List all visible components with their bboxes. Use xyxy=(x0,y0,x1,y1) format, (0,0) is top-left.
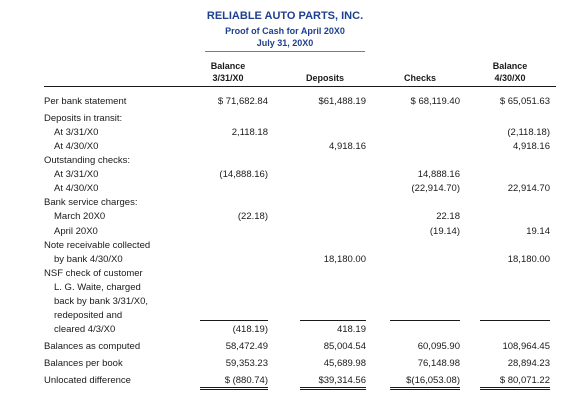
cell-unlocated-deposits: $39,314.56 xyxy=(318,375,366,386)
report-title: Proof of Cash for April 20X0 xyxy=(225,26,345,36)
cell-dit-331-bal1: 2,118.18 xyxy=(231,127,268,138)
cell-per-book-deposits: 45,689.98 xyxy=(323,358,366,369)
row-label-computed: Balances as computed xyxy=(44,341,141,352)
cell-oc-430-bal2: 22,914.70 xyxy=(507,183,550,194)
row-label-unlocated: Unlocated difference xyxy=(44,375,131,386)
cell-bsc-april-checks: (19.14) xyxy=(429,226,460,237)
cell-note-2-deposits: 18,180.00 xyxy=(323,254,366,265)
row-label-note-1: Note receivable collected xyxy=(44,240,151,251)
column-header-rule xyxy=(44,86,556,87)
cell-per-bank-bal1: $ 71,682.84 xyxy=(217,96,268,107)
col-header-deposits: Deposits xyxy=(305,73,344,83)
cell-oc-331-bal1: (14,888.16) xyxy=(219,169,268,180)
row-label-dit-430: At 4/30/X0 xyxy=(54,141,99,152)
cell-bsc-march-checks: 22.18 xyxy=(436,211,460,222)
row-label-bsc-head: Bank service charges: xyxy=(44,197,138,208)
row-label-oc-331: At 3/31/X0 xyxy=(54,169,99,180)
col-header-checks: Checks xyxy=(403,73,437,83)
subtotal-rule-bal1 xyxy=(200,320,268,321)
row-label-nsf-2: L. G. Waite, charged xyxy=(54,282,141,293)
row-label-bsc-april: April 20X0 xyxy=(54,226,98,237)
row-label-bsc-march: March 20X0 xyxy=(54,211,106,222)
cell-bsc-april-bal2: 19.14 xyxy=(526,226,550,237)
report-date: July 31, 20X0 xyxy=(256,38,314,48)
cell-computed-bal1: 58,472.49 xyxy=(225,341,268,352)
row-label-nsf-3: back by bank 3/31/X0, xyxy=(54,296,149,307)
col-header-balance-3-31: Balance 3/31/X0 xyxy=(210,61,246,83)
total-rule-bal2 xyxy=(480,387,550,390)
cell-dit-430-deposits: 4,918.16 xyxy=(329,141,366,152)
cell-computed-checks: 60,095.90 xyxy=(417,341,460,352)
cell-oc-331-checks: 14,888.16 xyxy=(417,169,460,180)
row-label-oc-430: At 4/30/X0 xyxy=(54,183,99,194)
row-label-per-book: Balances per book xyxy=(44,358,123,369)
cell-nsf-5-deposits: 418.19 xyxy=(336,324,366,335)
cell-computed-deposits: 85,004.54 xyxy=(323,341,366,352)
row-label-oc-head: Outstanding checks: xyxy=(44,155,131,166)
cell-per-bank-bal2: $ 65,051.63 xyxy=(499,96,550,107)
subtotal-rule-bal2 xyxy=(480,320,550,321)
row-label-note-2: by bank 4/30/X0 xyxy=(54,254,123,265)
company-name: RELIABLE AUTO PARTS, INC. xyxy=(206,10,364,22)
total-rule-bal1 xyxy=(200,387,268,390)
cell-nsf-5-bal1: (418.19) xyxy=(232,324,268,335)
cell-per-book-bal1: 59,353.23 xyxy=(225,358,268,369)
cell-unlocated-checks: $(16,053.08) xyxy=(406,375,460,386)
subtotal-rule-checks xyxy=(390,320,460,321)
row-label-dit-331: At 3/31/X0 xyxy=(54,127,99,138)
total-rule-checks xyxy=(390,387,460,390)
cell-unlocated-bal2: $ 80,071.22 xyxy=(499,375,550,386)
cell-computed-bal2: 108,964.45 xyxy=(502,341,550,352)
subtotal-rule-deposits xyxy=(300,320,366,321)
row-label-per-bank: Per bank statement xyxy=(44,96,127,107)
row-label-nsf-1: NSF check of customer xyxy=(44,268,143,279)
cell-dit-331-bal2: (2,118.18) xyxy=(507,127,550,138)
col-header-balance-4-30: Balance 4/30/X0 xyxy=(492,61,528,83)
total-rule-deposits xyxy=(300,387,366,390)
cell-dit-430-bal2: 4,918.16 xyxy=(513,141,550,152)
header-divider xyxy=(205,51,365,52)
cell-per-book-checks: 76,148.98 xyxy=(417,358,460,369)
row-label-nsf-4: redeposited and xyxy=(54,310,123,321)
cell-bsc-march-bal1: (22.18) xyxy=(237,211,268,222)
row-label-nsf-5: cleared 4/3/X0 xyxy=(54,324,116,335)
cell-per-book-bal2: 28,894.23 xyxy=(507,358,550,369)
cell-per-bank-checks: $ 68,119.40 xyxy=(410,96,460,107)
cell-note-2-bal2: 18,180.00 xyxy=(507,254,550,265)
row-label-dit-head: Deposits in transit: xyxy=(44,113,123,124)
cell-oc-430-checks: (22,914.70) xyxy=(411,183,460,194)
cell-per-bank-deposits: $61,488.19 xyxy=(318,96,366,107)
cell-unlocated-bal1: $ (880.74) xyxy=(224,375,268,386)
